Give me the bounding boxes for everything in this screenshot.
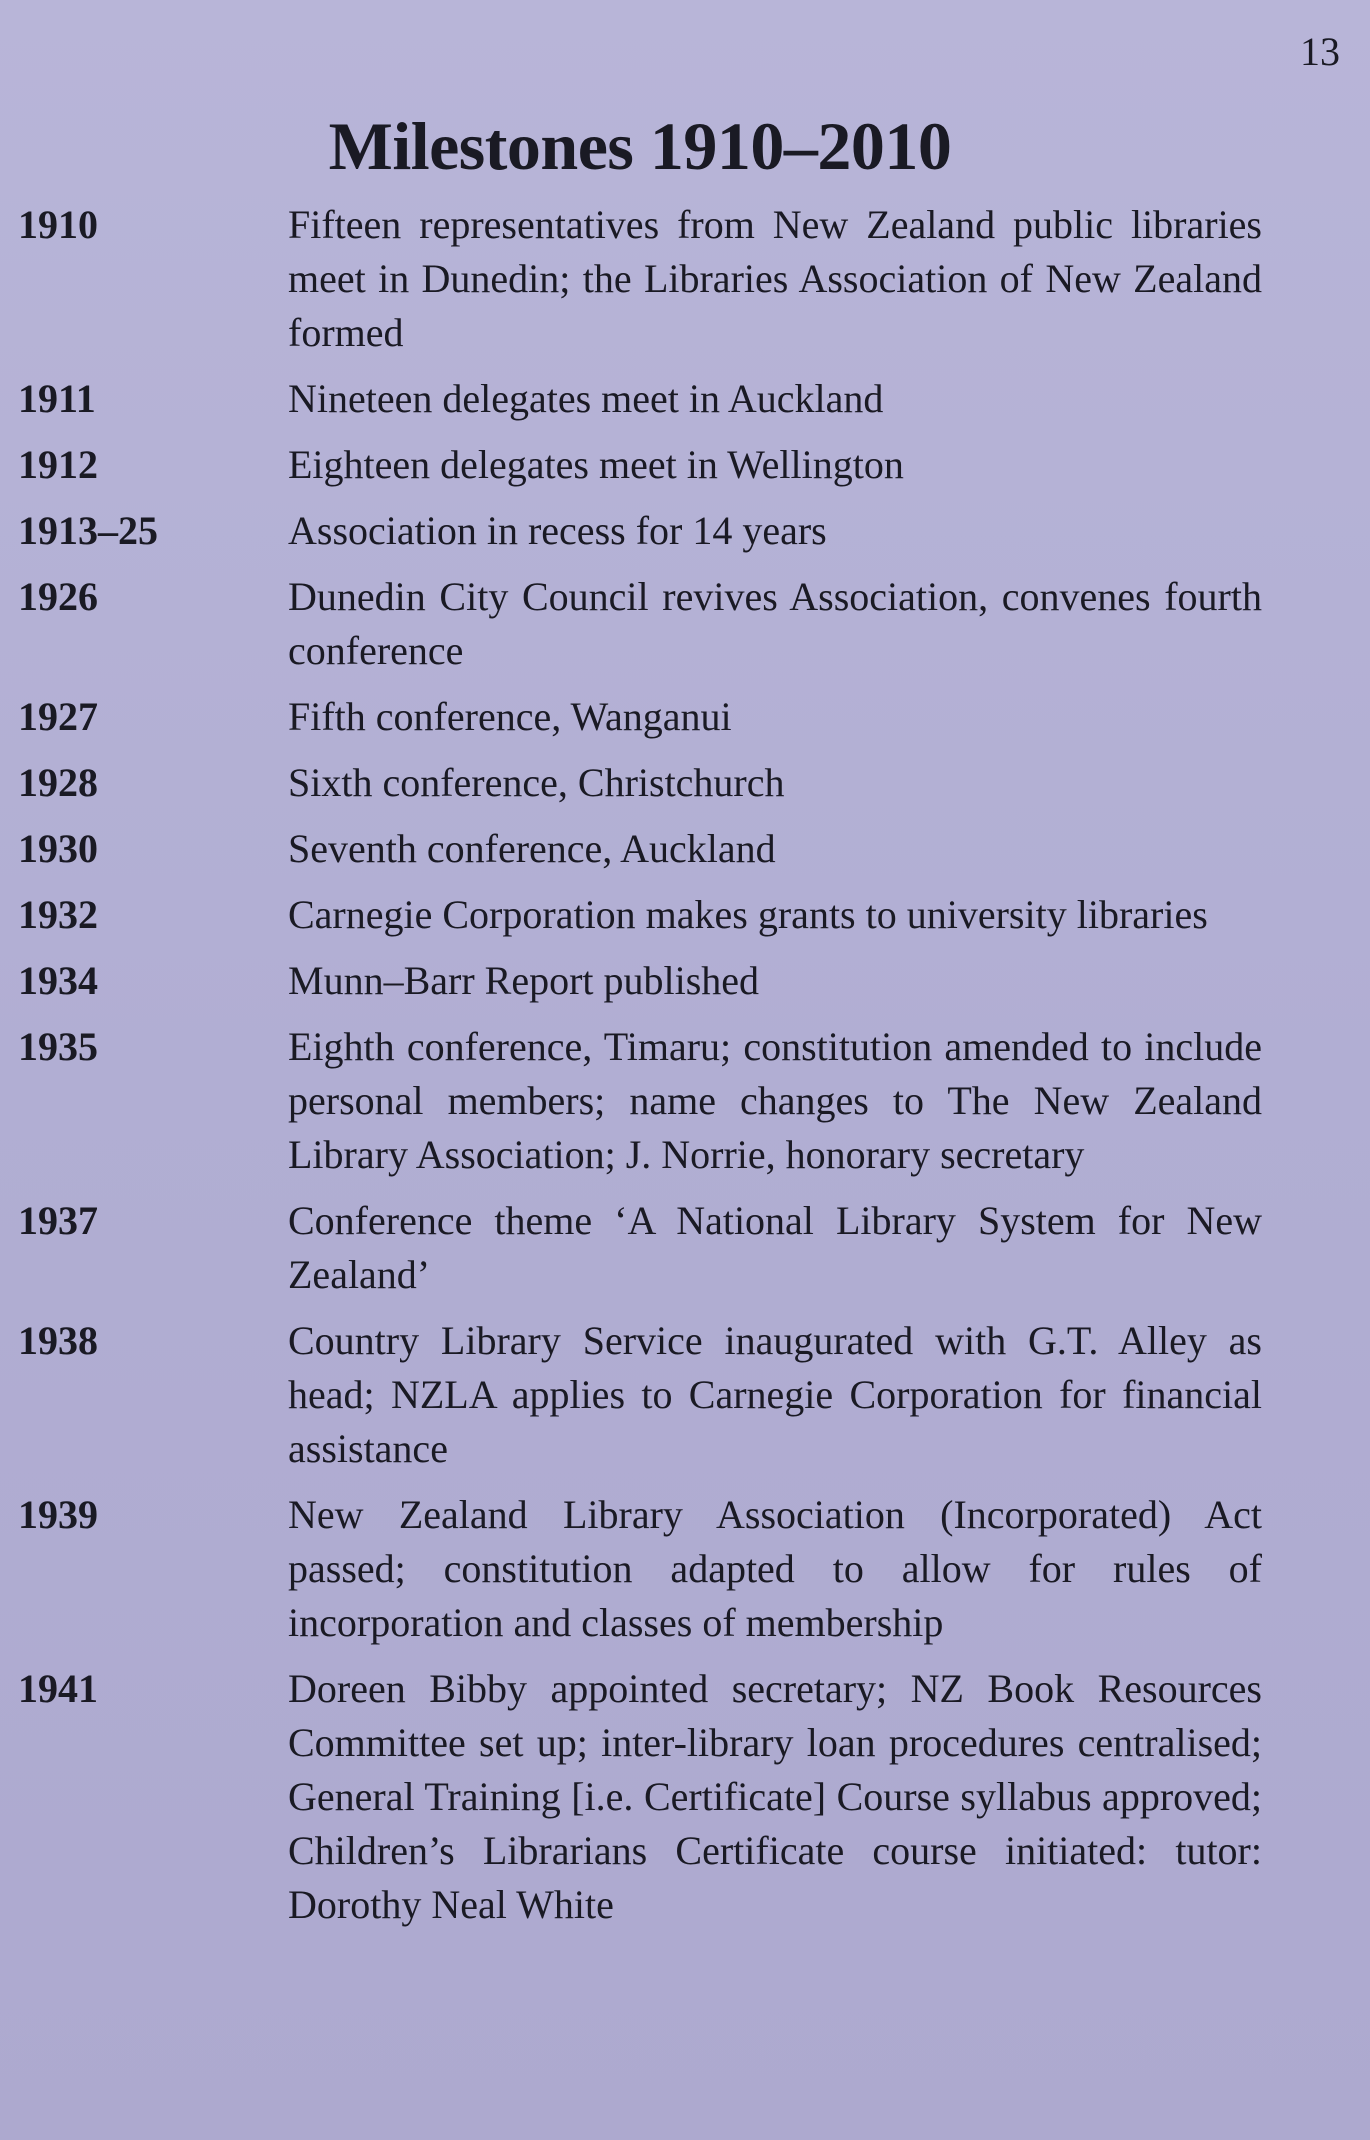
milestone-year: 1928 [18, 760, 98, 805]
milestone-row [18, 1314, 1262, 1476]
milestone-year: 1934 [18, 958, 98, 1003]
milestone-year: 1913–25 [18, 508, 158, 553]
milestone-text: Nineteen delegates meet in Auckland [288, 376, 884, 421]
milestone-year: 1932 [18, 892, 98, 937]
milestone-text: Seventh conference, Auckland [288, 826, 776, 871]
milestone-year: 1935 [18, 1024, 98, 1069]
milestone-text: Conference theme ‘A National Library System for New Zealand’ [288, 1198, 1262, 1297]
milestone-text: New Zealand Library Association (Incorporated) Act passed; constitution adapted to allow for rules of incorporation and classes of membership [288, 1492, 1262, 1645]
milestone-text: Fifth conference, Wanganui [288, 694, 732, 739]
milestone-text: Carnegie Corporation makes grants to university libraries [288, 892, 1208, 937]
milestone-row [18, 438, 1262, 492]
milestone-text: Association in recess for 14 years [288, 508, 827, 553]
milestone-text: Munn–Barr Report published [288, 958, 760, 1003]
milestone-text: Country Library Service inaugurated with G.T. Alley as head; NZLA applies to Carnegie Corporation for financial assistance [288, 1318, 1262, 1471]
milestone-year: 1911 [18, 376, 96, 421]
page-number: 13 [1300, 29, 1340, 74]
milestone-row [18, 1194, 1262, 1302]
milestone-row [18, 1488, 1262, 1650]
milestone-year: 1941 [18, 1666, 98, 1711]
milestone-row [18, 372, 1262, 426]
milestone-row [18, 954, 1262, 1008]
milestone-text: Doreen Bibby appointed secretary; NZ Book Resources Committee set up; inter-library loan procedures centralised; General Training [i.e. Certificate] Course syllabus approved; Children’s Librarians Certificate course initiated: tutor: Dorothy Neal White [288, 1666, 1262, 1927]
milestone-text: Dunedin City Council revives Association, convenes fourth conference [288, 574, 1262, 673]
milestone-year: 1937 [18, 1198, 98, 1243]
milestone-row [18, 756, 1262, 810]
milestone-text: Fifteen representatives from New Zealand public libraries meet in Dunedin; the Libraries Association of New Zealand formed [288, 202, 1262, 355]
milestone-row [18, 888, 1262, 942]
milestone-row [18, 822, 1262, 876]
page-title: Milestones 1910–2010 [328, 108, 952, 184]
milestone-year: 1938 [18, 1318, 98, 1363]
milestone-row [18, 570, 1262, 678]
milestone-year: 1927 [18, 694, 98, 739]
milestone-year: 1930 [18, 826, 98, 871]
milestone-text: Sixth conference, Christchurch [288, 760, 785, 805]
milestone-row [18, 1020, 1262, 1182]
milestone-text: Eighth conference, Timaru; constitution amended to include personal members; name changes to The New Zealand Library Association; J. Norrie, honorary secretary [288, 1024, 1262, 1177]
milestone-row [18, 504, 1262, 558]
milestone-row [18, 690, 1262, 744]
milestone-year: 1939 [18, 1492, 98, 1537]
milestone-row [18, 198, 1262, 360]
milestone-year: 1912 [18, 442, 98, 487]
milestone-row [18, 1662, 1262, 1932]
milestones-list [18, 198, 1262, 1944]
milestone-text: Eighteen delegates meet in Wellington [288, 442, 904, 487]
milestone-year: 1910 [18, 202, 98, 247]
milestone-year: 1926 [18, 574, 98, 619]
